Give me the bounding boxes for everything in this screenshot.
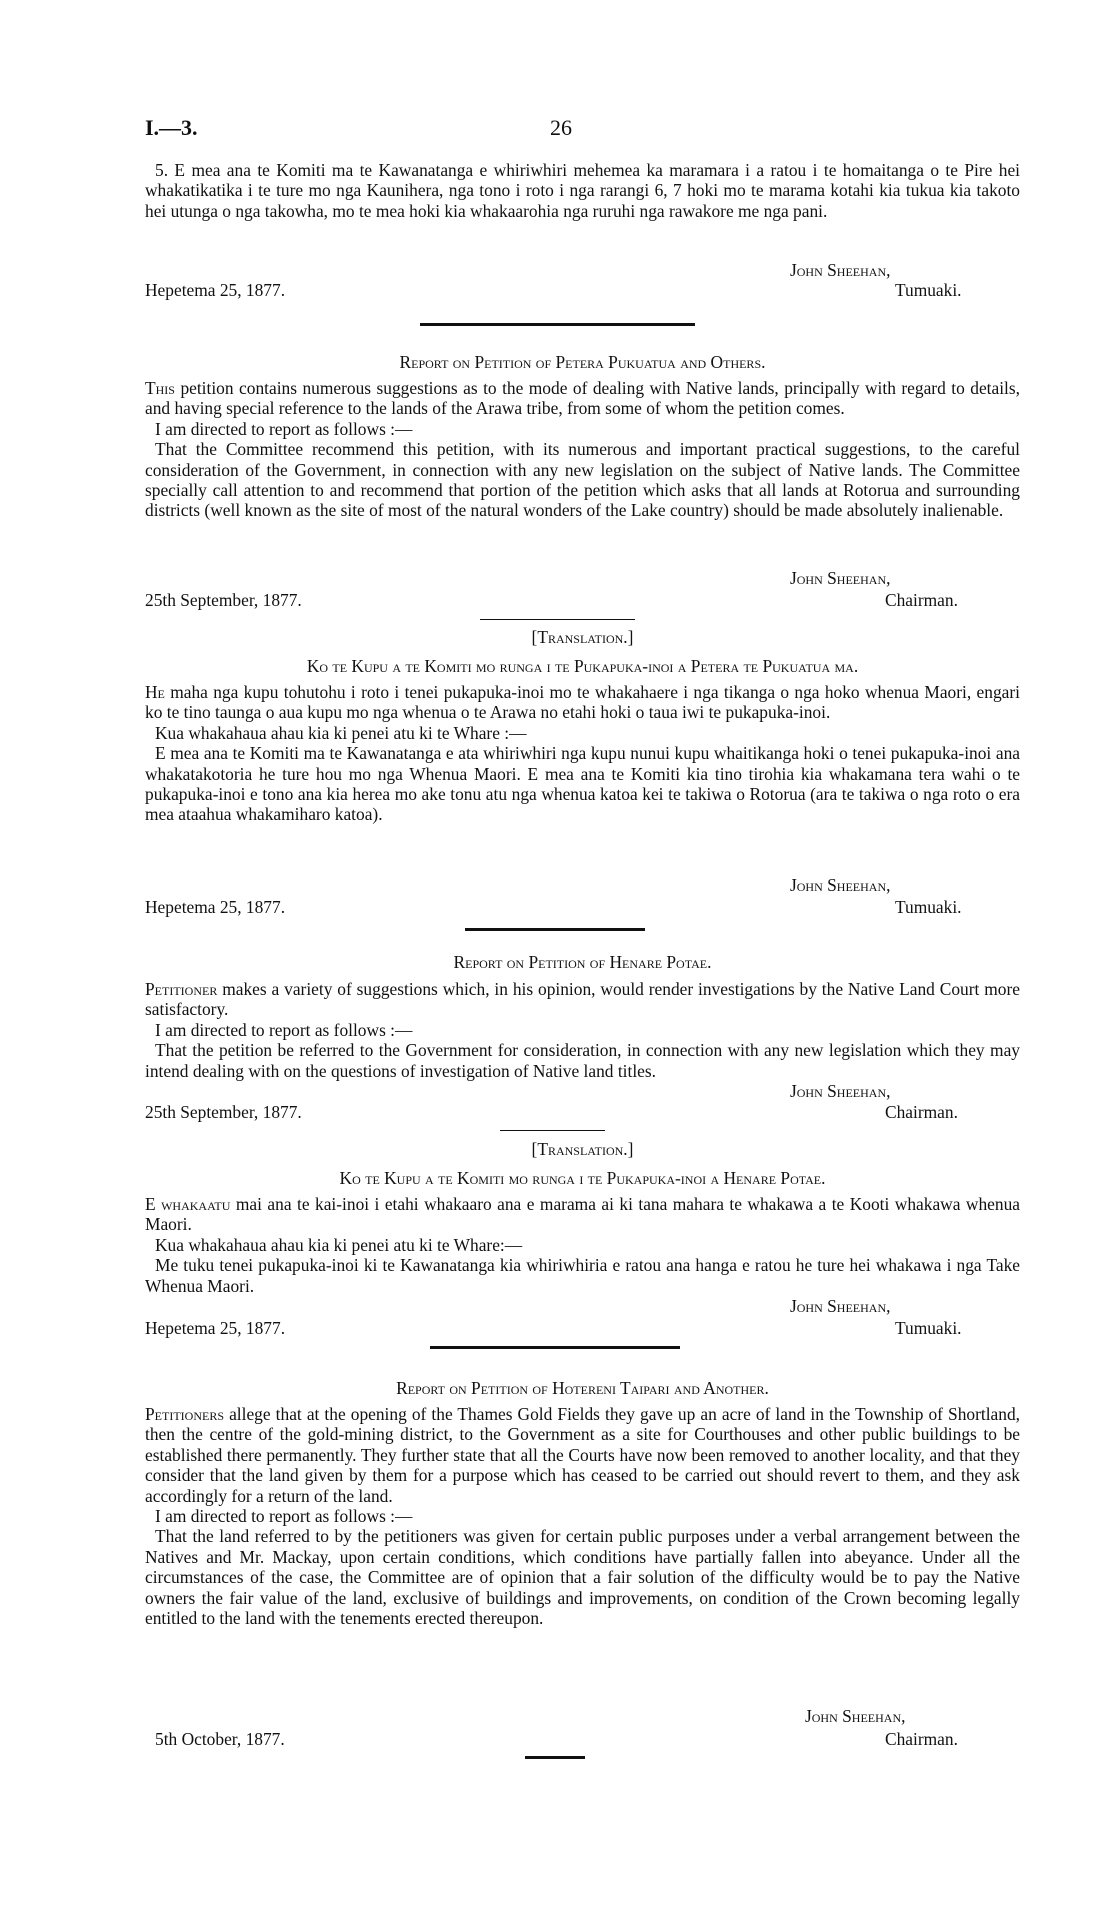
translation1-signatory: John Sheehan, — [790, 875, 891, 895]
report3-body: Petitioners allege that at the opening of the Thames Gold Fields they gave up an acre of land in the Township of Shortland, then the centre of the gold-mining district, to the Government as a site for Courthouses and other public buildings to be established there permanently. They further state that all the Courts have now been removed to another locality, and that they consider that the land given by them for a purpose which has ceased to be carried out should revert to them, and they ask accordingly for a return of the land. I am directed to report as follows :— That the land referred to by the petitioners was given for certain public purposes under a verbal arrangement between the Natives and Mr. Mackay, upon certain conditions, which conditions have partially fallen into abeyance. Under all the circumstances of the case, the Committee are of opinion that a fair solution of the difficulty would be to pay the Native owners the fair value of the land, exclusive of buildings and improvements, on condition of the Crown becoming legally entitled to the land with the tenements erected thereupon. — [145, 1404, 1020, 1629]
translation-divider — [500, 1130, 605, 1131]
translation-divider — [480, 619, 635, 620]
report1-body: This petition contains numerous suggestions as to the mode of dealing with Native lands, principally with regard to details, and having special reference to the lands of the Arawa tribe, from some of whom the petition comes. I am directed to report as follows :— That the Committee recommend this petition, with its numerous and important practical suggestions, to the careful consideration of the Government, in connection with any new legislation on the subject of Native lands. The Committee specially call attention to and recommend that portion of the petition which asks that all lands at Rotorua and surrounding districts (well known as the site of most of the natural wonders of the Lake country) should be made absolutely inalienable. — [145, 378, 1020, 521]
block1-date: Hepetema 25, 1877. — [145, 280, 286, 300]
report2-title: Report on Petition of Henare Potae. — [453, 952, 712, 972]
end-divider — [525, 1756, 585, 1759]
report2-date: 25th September, 1877. — [145, 1102, 302, 1122]
report2-signatory: John Sheehan, — [790, 1081, 891, 1101]
translation1-label: [Translation.] — [531, 627, 634, 647]
report1-date: 25th September, 1877. — [145, 590, 302, 610]
report3-signatory: John Sheehan, — [805, 1706, 906, 1726]
block1-signatory: John Sheehan, — [790, 260, 891, 280]
translation1-body: He maha nga kupu tohutohu i roto i tenei pukapuka-inoi mo te whakahaere i nga tikanga o nga hoko whenua Maori, engari ko te tino taunga o aua kupu mo nga whenua o te Arawa no etahi hoki o taua iwi te pukapuka-inoi. Kua whakahaua ahau kia ki penei atu ki te Whare :— E mea ana te Komiti ma te Kawanatanga e ata whiriwhiri nga kupu nunui kupu whaitikanga hoki o tenei pukapuka-inoi ana whakatakotoria he ture hou mo nga Whenua Maori. E mea ana te Komiti kia tino tirohia kia whakamana tera wahi o te pukapuka-inoi e tono ana kia herea mo ake tonu atu nga whenua katoa kei te takiwa o Rotorua (ara te takiwa o nga roto o era mea ataahua whakamiharo katoa). — [145, 682, 1020, 825]
block1-role: Tumuaki. — [895, 280, 962, 300]
translation1-title: Ko te Kupu a te Komiti mo runga i te Pukapuka-inoi a Petera te Pukuatua ma. — [306, 656, 859, 676]
translation2-role: Tumuaki. — [895, 1318, 962, 1338]
block1-paragraph: 5. E mea ana te Komiti ma te Kawanatanga e whiriwhiri mehemea ka maramara i a ratou i te homaitanga o te Pire hei whakatikatika i te ture mo nga Kaunihera, nga tono i roto i nga rarangi 6, 7 hoki mo te marama kotahi kia tukua kia takoto hei utunga o nga takowha, mo te mea hoki kia whakaarohia nga ruruhi nga rawakore me nga pani. — [145, 160, 1020, 221]
report1-title: Report on Petition of Petera Pukuatua and Others. — [399, 352, 766, 372]
section-divider — [430, 1346, 680, 1349]
translation1-role: Tumuaki. — [895, 897, 962, 917]
report3-title: Report on Petition of Hotereni Taipari and Another. — [396, 1378, 769, 1398]
section-divider — [420, 323, 695, 326]
report3-role: Chairman. — [885, 1729, 958, 1749]
paper-reference: I.—3. — [145, 115, 198, 140]
report2-role: Chairman. — [885, 1102, 958, 1122]
report3-date: 5th October, 1877. — [155, 1729, 285, 1749]
translation2-signatory: John Sheehan, — [790, 1296, 891, 1316]
report2-body: Petitioner makes a variety of suggestions which, in his opinion, would render investigations by the Native Land Court more satisfactory. I am directed to report as follows :— That the petition be referred to the Government for consideration, in connection with any new legislation which they may intend dealing with on the questions of investigation of Native land titles. — [145, 979, 1020, 1081]
report1-signatory: John Sheehan, — [790, 568, 891, 588]
translation2-title: Ko te Kupu a te Komiti mo runga i te Pukapuka-inoi a Henare Potae. — [339, 1168, 826, 1188]
translation2-date: Hepetema 25, 1877. — [145, 1318, 286, 1338]
section-divider — [465, 928, 645, 931]
report1-role: Chairman. — [885, 590, 958, 610]
translation2-body: E whakaatu mai ana te kai-inoi i etahi whakaaro ana e marama ai ki tana mahara te whakawa a te Kooti whakawa whenua Maori. Kua whakahaua ahau kia ki penei atu ki te Whare:— Me tuku tenei pukapuka-inoi ki te Kawanatanga kia whiriwhiria e ratou ana hanga e ratou he ture hei whakawa i nga Take Whenua Maori. — [145, 1194, 1020, 1296]
translation1-date: Hepetema 25, 1877. — [145, 897, 286, 917]
page-number: 26 — [550, 115, 572, 140]
translation2-label: [Translation.] — [531, 1139, 634, 1159]
